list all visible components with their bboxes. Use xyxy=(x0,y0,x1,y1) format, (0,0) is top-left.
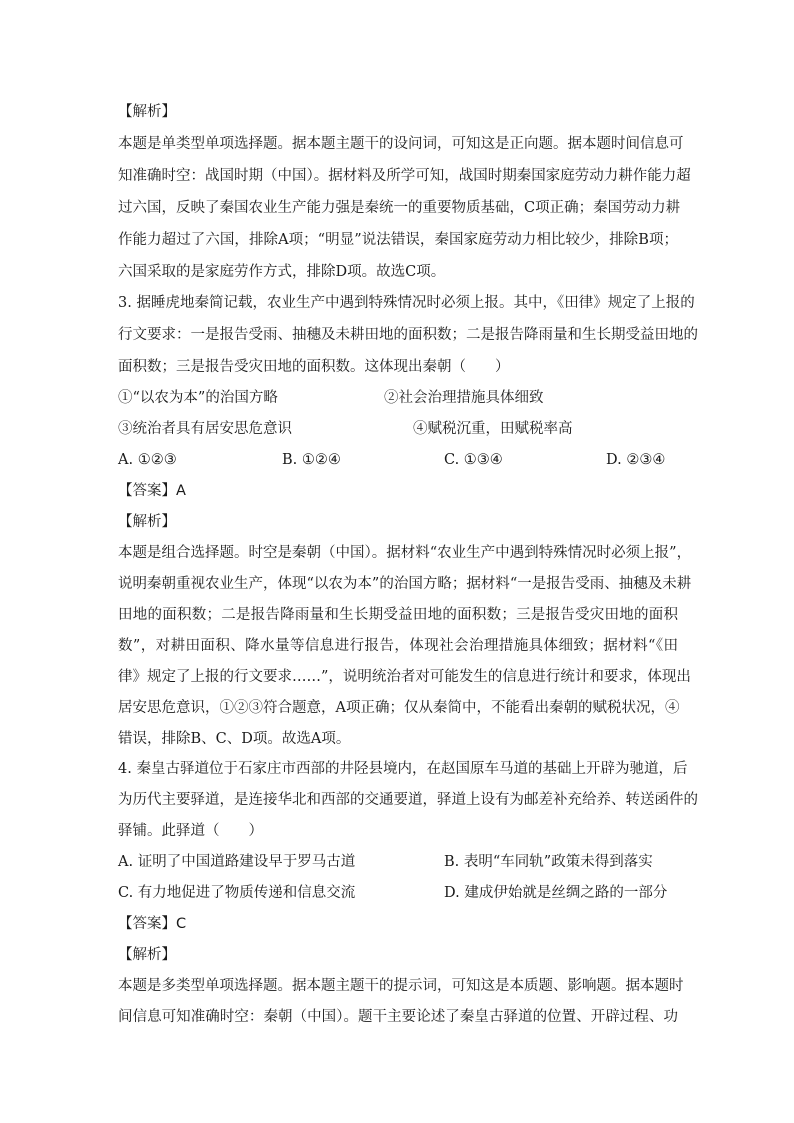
analysis-line: 知准确时空：战国时期（中国）。据材料及所学可知，战国时期秦国家庭劳动力耕作能力超 xyxy=(118,168,691,184)
question-3-analysis-line: 本题是组合选择题。时空是秦朝（中国）。据材料“农业生产中遇到特殊情况时必须上报”， xyxy=(118,545,692,561)
analysis-line: 过六国，反映了秦国农业生产能力强是秦统一的重要物质基础，C项正确；秦国劳动力耕 xyxy=(118,200,681,216)
analysis-heading: 【解析】 xyxy=(118,104,176,120)
question-4-analysis-line: 本题是多类型单项选择题。据本题主题干的提示词，可知这是本质题、影响题。据本题时 xyxy=(118,978,684,994)
question-3-item-1: ①“以农为本”的治国方略 xyxy=(118,390,278,406)
question-3-analysis-heading: 【解析】 xyxy=(118,514,176,530)
question-3-analysis-line: 说明秦朝重视农业生产，体现“以农为本”的治国方略；据材料“一是报告受雨、抽穗及未耕 xyxy=(118,576,692,592)
question-3-stem: 3. 据睡虎地秦简记载，农业生产中遇到特殊情况时必须上报。其中，《田律》规定了上报的 xyxy=(118,295,695,311)
question-3-analysis-line: 数”，对耕田面积、降水量等信息进行报告，体现社会治理措施具体细致；据材料“《田 xyxy=(118,638,678,654)
analysis-line: 六国采取的是家庭劳作方式，排除D项。故选C项。 xyxy=(118,264,446,280)
analysis-line: 作能力超过了六国，排除A项；“明显”说法错误，秦国家庭劳动力相比较少，排除B项； xyxy=(118,232,678,248)
question-3-analysis-line: 居安思危意识，①②③符合题意，A项正确；仅从秦简中，不能看出秦朝的赋税状况，④ xyxy=(118,700,680,716)
question-4-option-b: B. 表明“车同轨”政策未得到落实 xyxy=(444,854,653,870)
analysis-line: 本题是单类型单项选择题。据本题主题干的设问词，可知这是正向题。据本题时间信息可 xyxy=(118,136,684,152)
question-3-stem: 面积数；三是报告受灾田地的面积数。这体现出秦朝（ ） xyxy=(118,359,510,375)
question-4-option-c: C. 有力地促进了物质传递和信息交流 xyxy=(118,885,356,901)
question-3-analysis-line: 错误，排除B、C、D项。故选A项。 xyxy=(118,731,351,747)
question-3-option-b: B. ①②④ xyxy=(282,452,341,468)
question-3-item-3: ③统治者具有居安思危意识 xyxy=(118,421,292,437)
question-3-option-d: D. ②③④ xyxy=(606,452,666,468)
question-3-analysis-line: 田地的面积数；二是报告降雨量和生长期受益田地的面积数；三是报告受灾田地的面积 xyxy=(118,607,678,623)
question-3-analysis-line: 律》规定了上报的行文要求……”，说明统治者对可能发生的信息进行统计和要求，体现出 xyxy=(118,669,691,685)
question-3-item-4: ④赋税沉重，田赋税率高 xyxy=(413,421,573,437)
question-3-item-2: ②社会治理措施具体细致 xyxy=(384,390,544,406)
question-4-option-a: A. 证明了中国道路建设早于罗马古道 xyxy=(118,854,356,870)
question-4-stem: 4. 秦皇古驿道位于石家庄市西部的井陉县境内，在赵国原车马道的基础上开辟为驰道，后 xyxy=(118,761,688,777)
question-4-analysis-heading: 【解析】 xyxy=(118,947,176,963)
question-4-analysis-line: 间信息可知准确时空：秦朝（中国）。题干主要论述了秦皇古驿道的位置、开辟过程、功 xyxy=(118,1009,678,1025)
question-3-stem: 行文要求：一是报告受雨、抽穗及未耕田地的面积数；二是报告降雨量和生长期受益田地的 xyxy=(118,327,698,343)
question-4-stem: 为历代主要驿道，是连接华北和西部的交通要道，驿道上设有为邮差补充给养、转送函件的 xyxy=(118,792,698,808)
question-3-answer: 【答案】A xyxy=(118,483,186,499)
question-3-option-c: C. ①③④ xyxy=(444,452,503,468)
question-4-stem: 驿铺。此驿道（ ） xyxy=(118,823,263,839)
question-3-option-a: A. ①②③ xyxy=(118,452,177,468)
question-4-answer: 【答案】C xyxy=(118,916,187,932)
question-4-option-d: D. 建成伊始就是丝绸之路的一部分 xyxy=(444,885,668,901)
